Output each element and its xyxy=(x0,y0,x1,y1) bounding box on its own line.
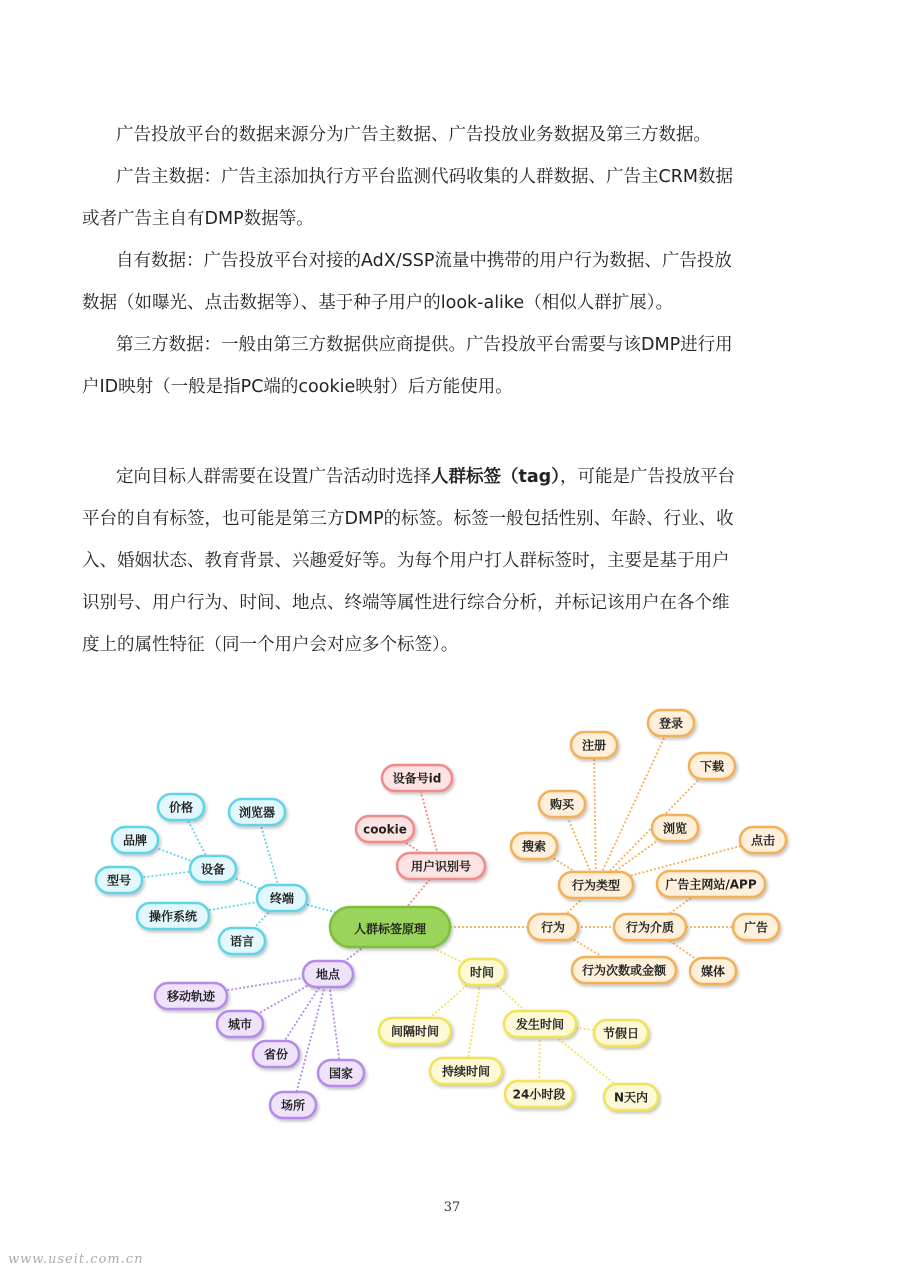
text-line: 自有数据：广告投放平台对接的AdX/SSP流量中携带的用户行为数据、广告投放 xyxy=(116,251,732,271)
mindmap-node-label: 浏览器 xyxy=(238,805,276,820)
mindmap-node-h24 xyxy=(505,1081,573,1107)
mindmap-node-device xyxy=(190,856,236,882)
mindmap-node-ad xyxy=(733,914,779,940)
text-line: 数据（如曝光、点击数据等）、基于种子用户的look-alike（相似人群扩展）。 xyxy=(82,293,673,313)
mindmap-node-label: 行为介质 xyxy=(625,920,675,935)
mindmap-diagram xyxy=(88,690,808,1160)
mindmap-node-nday xyxy=(604,1084,658,1110)
mindmap-node-browser xyxy=(229,799,285,825)
mindmap-node-devid xyxy=(382,765,452,791)
mindmap-node-label: 价格 xyxy=(168,800,194,815)
mindmap-node-label: 间隔时间 xyxy=(390,1024,440,1039)
mindmap-node-label: 行为 xyxy=(540,920,566,935)
mindmap-node-label: 用户识别号 xyxy=(410,859,472,874)
mindmap-node-label: 媒体 xyxy=(700,964,726,979)
mindmap-node-label: 浏览 xyxy=(662,821,688,836)
text-line: 入、婚姻状态、教育背景、兴趣爱好等。为每个用户打人群标签时，主要是基于用户 xyxy=(82,551,730,571)
mindmap-node-label: 国家 xyxy=(328,1066,354,1081)
mindmap-node-track xyxy=(155,983,227,1009)
mindmap-node-search xyxy=(511,833,557,859)
mindmap-node-label: 注册 xyxy=(581,738,607,753)
mindmap-node-label: 行为次数或金额 xyxy=(581,963,667,978)
mindmap-node-term xyxy=(257,885,307,911)
text-line: 平台的自有标签，也可能是第三方DMP的标签。标签一般包括性别、年龄、行业、收 xyxy=(82,509,734,529)
mindmap-node-media xyxy=(690,958,736,984)
mindmap-node-cookie xyxy=(356,816,414,842)
mindmap-node-click xyxy=(740,827,786,853)
mindmap-connector xyxy=(594,745,596,885)
mindmap-node-label: 设备号id xyxy=(392,771,442,786)
mindmap-node-label: 操作系统 xyxy=(148,909,198,924)
text-line: 度上的属性特征（同一个用户会对应多个标签）。 xyxy=(82,635,459,655)
mindmap-node-interval xyxy=(379,1018,451,1044)
mindmap-node-place xyxy=(270,1092,316,1118)
mindmap-connector xyxy=(293,974,328,1105)
mindmap-node-label: 24小时段 xyxy=(512,1087,566,1102)
mindmap-node-occur xyxy=(504,1011,576,1037)
watermark: www.useit.com.cn xyxy=(8,1252,144,1267)
mindmap-node-label: 节假日 xyxy=(602,1026,640,1041)
mindmap-node-label: 语言 xyxy=(229,934,255,949)
mindmap-node-label: 品牌 xyxy=(122,833,148,848)
paragraph-data-sources xyxy=(82,114,822,408)
mindmap-node-duration xyxy=(430,1058,502,1084)
mindmap-node-center xyxy=(330,907,450,947)
mindmap-node-label: 设备 xyxy=(200,862,226,877)
text-line xyxy=(82,456,822,498)
text-line: 第三方数据：一般由第三方数据供应商提供。广告投放平台需要与该DMP进行用 xyxy=(116,335,733,355)
mindmap-node-login xyxy=(648,710,694,736)
mindmap-node-label: cookie xyxy=(363,822,407,837)
mindmap-node-bmed xyxy=(614,914,686,940)
paragraph-tags xyxy=(82,456,822,666)
mindmap-connector xyxy=(466,972,482,1071)
mindmap-node-label: 时间 xyxy=(469,965,495,980)
mindmap-node-label: 发生时间 xyxy=(515,1017,565,1032)
text-line: 或者广告主自有DMP数据等。 xyxy=(82,209,314,229)
mindmap-node-label: 型号 xyxy=(106,873,132,888)
mindmap-node-city xyxy=(217,1011,263,1037)
text-segment: ，可能是广告投放平台 xyxy=(559,467,735,487)
mindmap-node-buy xyxy=(539,791,585,817)
mindmap-node-bcnt xyxy=(572,957,676,983)
mindmap-node-dl xyxy=(689,753,735,779)
text-line: 户ID映射（一般是指PC端的cookie映射）后方能使用。 xyxy=(82,377,513,397)
mindmap-node-label: 省份 xyxy=(263,1047,289,1062)
text-segment: 定向目标人群需要在设置广告活动时选择 xyxy=(116,467,431,487)
page-number: 37 xyxy=(443,1200,461,1215)
bold-term: 人群标签（tag） xyxy=(431,467,560,487)
mindmap-node-label: 场所 xyxy=(280,1098,306,1113)
mindmap-node-model xyxy=(96,867,142,893)
mindmap-node-label: N天内 xyxy=(613,1090,649,1105)
mindmap-node-loc xyxy=(303,961,353,987)
mindmap-node-reg xyxy=(571,732,617,758)
mindmap-node-time xyxy=(459,959,505,985)
mindmap-node-label: 持续时间 xyxy=(441,1064,491,1079)
mindmap-node-label: 购买 xyxy=(549,797,575,812)
mindmap-node-label: 人群标签原理 xyxy=(353,922,427,937)
text-line: 识别号、用户行为、时间、地点、终端等属性进行综合分析，并标记该用户在各个维 xyxy=(82,593,730,613)
mindmap-node-label: 点击 xyxy=(750,833,776,848)
mindmap-node-uid xyxy=(397,853,485,879)
mindmap-node-lang xyxy=(219,928,265,954)
mindmap-node-beh xyxy=(528,914,578,940)
mindmap-node-label: 下载 xyxy=(699,759,725,774)
mindmap-node-holiday xyxy=(594,1020,648,1046)
mindmap-node-label: 广告主网站/APP xyxy=(665,877,757,892)
mindmap-node-label: 搜索 xyxy=(521,839,547,854)
mindmap-node-btype xyxy=(559,872,633,898)
mindmap-node-brand xyxy=(112,827,158,853)
mindmap-node-prov xyxy=(253,1041,299,1067)
mindmap-connector xyxy=(328,974,341,1073)
mindmap-node-label: 行为类型 xyxy=(571,878,621,893)
mindmap-node-country xyxy=(318,1060,364,1086)
text-line: 广告投放平台的数据来源分为广告主数据、广告投放业务数据及第三方数据。 xyxy=(116,125,711,145)
mindmap-node-label: 地点 xyxy=(315,967,341,982)
text-line: 广告主数据：广告主添加执行方平台监测代码收集的人群数据、广告主CRM数据 xyxy=(116,167,733,187)
mindmap-node-label: 广告 xyxy=(743,920,769,935)
mindmap-node-label: 城市 xyxy=(227,1017,253,1032)
mindmap-node-label: 移动轨迹 xyxy=(166,989,216,1004)
mindmap-node-price xyxy=(158,794,204,820)
mindmap-node-os xyxy=(137,903,209,929)
mindmap-node-label: 登录 xyxy=(658,716,684,731)
mindmap-node-label: 终端 xyxy=(269,891,295,906)
mindmap-node-site xyxy=(657,871,765,897)
mindmap-node-browse xyxy=(652,815,698,841)
